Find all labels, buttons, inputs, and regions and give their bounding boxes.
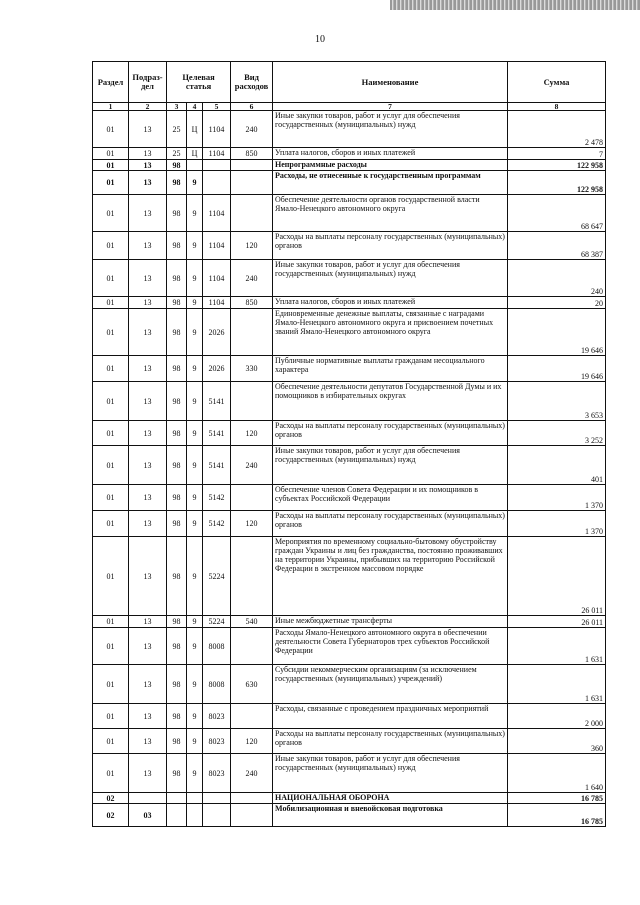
razdel-cell: 01 bbox=[93, 729, 129, 754]
program-code-cell: 25 bbox=[167, 111, 187, 148]
sum-cell: 16 785 bbox=[508, 793, 606, 804]
sum-cell: 122 958 bbox=[508, 171, 606, 195]
expense-type-cell: 850 bbox=[231, 148, 273, 160]
expense-type-cell: 120 bbox=[231, 421, 273, 446]
item-name-cell: Иные закупки товаров, работ и услуг для обеспечения государственных (муниципальных) нужд bbox=[273, 446, 508, 485]
item-name-cell: Уплата налогов, сборов и иных платежей bbox=[273, 148, 508, 160]
program-code-cell: 98 bbox=[167, 616, 187, 628]
direction-code-cell: 1104 bbox=[203, 232, 231, 260]
direction-code-cell: 1104 bbox=[203, 148, 231, 160]
item-name-cell: Уплата налогов, сборов и иных платежей bbox=[273, 297, 508, 309]
column-number: 6 bbox=[231, 103, 273, 111]
column-number: 3 bbox=[167, 103, 187, 111]
expense-type-cell bbox=[231, 537, 273, 616]
direction-code-cell: 2026 bbox=[203, 309, 231, 356]
table-row bbox=[93, 537, 606, 616]
expense-type-cell: 120 bbox=[231, 729, 273, 754]
header-row bbox=[93, 62, 606, 103]
expense-type-cell: 630 bbox=[231, 665, 273, 704]
subprogram-code-cell: 9 bbox=[187, 260, 203, 297]
razdel-cell: 01 bbox=[93, 485, 129, 511]
program-code-cell: 98 bbox=[167, 171, 187, 195]
budget-table bbox=[92, 61, 606, 827]
header-sum: Сумма bbox=[508, 62, 606, 103]
sum-cell: 7 bbox=[508, 148, 606, 160]
header-target-article: Целевая статья bbox=[167, 62, 231, 103]
razdel-cell: 01 bbox=[93, 665, 129, 704]
item-name-cell: Иные межбюджетные трансферты bbox=[273, 616, 508, 628]
subprogram-code-cell: 9 bbox=[187, 704, 203, 729]
direction-code-cell: 5224 bbox=[203, 537, 231, 616]
program-code-cell: 98 bbox=[167, 485, 187, 511]
program-code-cell: 98 bbox=[167, 537, 187, 616]
sum-cell: 16 785 bbox=[508, 804, 606, 827]
item-name-cell: Публичные нормативные выплаты гражданам несоциального характера bbox=[273, 356, 508, 382]
podrazdel-cell: 13 bbox=[129, 232, 167, 260]
sum-cell: 240 bbox=[508, 260, 606, 297]
subprogram-code-cell: Ц bbox=[187, 148, 203, 160]
program-code-cell: 98 bbox=[167, 511, 187, 537]
item-name-cell: Обеспечение деятельности органов государственной власти Ямало-Ненецкого автономного округа bbox=[273, 195, 508, 232]
subprogram-code-cell: 9 bbox=[187, 446, 203, 485]
expense-type-cell bbox=[231, 382, 273, 421]
program-code-cell: 98 bbox=[167, 446, 187, 485]
sum-cell: 1 631 bbox=[508, 665, 606, 704]
expense-type-cell bbox=[231, 704, 273, 729]
table-row bbox=[93, 446, 606, 485]
razdel-cell: 01 bbox=[93, 754, 129, 793]
program-code-cell bbox=[167, 793, 187, 804]
podrazdel-cell: 13 bbox=[129, 446, 167, 485]
subprogram-code-cell: 9 bbox=[187, 382, 203, 421]
direction-code-cell bbox=[203, 160, 231, 171]
razdel-cell: 01 bbox=[93, 309, 129, 356]
table-row bbox=[93, 421, 606, 446]
column-number-row bbox=[93, 103, 606, 111]
item-name-cell: Расходы Ямало-Ненецкого автономного округа в обеспечении деятельности Совета Губернаторов трех субъектов Российской Федерации bbox=[273, 628, 508, 665]
item-name-cell: Единовременные денежные выплаты, связанные с наградами Ямало-Ненецкого автономного округа и присвоением почетных званий Ямало-Ненецкого автономного округа bbox=[273, 309, 508, 356]
sum-cell: 1 370 bbox=[508, 511, 606, 537]
header-expense-type: Вид расходов bbox=[231, 62, 273, 103]
sum-cell: 122 958 bbox=[508, 160, 606, 171]
razdel-cell: 01 bbox=[93, 195, 129, 232]
item-name-cell: Мобилизационная и вневойсковая подготовка bbox=[273, 804, 508, 827]
program-code-cell: 98 bbox=[167, 160, 187, 171]
program-code-cell bbox=[167, 804, 187, 827]
razdel-cell: 01 bbox=[93, 382, 129, 421]
expense-type-cell bbox=[231, 160, 273, 171]
subprogram-code-cell: 9 bbox=[187, 309, 203, 356]
sum-cell: 2 000 bbox=[508, 704, 606, 729]
podrazdel-cell: 13 bbox=[129, 704, 167, 729]
expense-type-cell bbox=[231, 793, 273, 804]
podrazdel-cell: 13 bbox=[129, 421, 167, 446]
table-row bbox=[93, 511, 606, 537]
podrazdel-cell: 13 bbox=[129, 729, 167, 754]
direction-code-cell bbox=[203, 171, 231, 195]
podrazdel-cell bbox=[129, 793, 167, 804]
subprogram-code-cell bbox=[187, 793, 203, 804]
expense-type-cell: 120 bbox=[231, 232, 273, 260]
razdel-cell: 02 bbox=[93, 793, 129, 804]
direction-code-cell bbox=[203, 793, 231, 804]
expense-type-cell: 540 bbox=[231, 616, 273, 628]
table-row bbox=[93, 309, 606, 356]
scan-edge-mark bbox=[390, 0, 640, 10]
item-name-cell: Непрограммные расходы bbox=[273, 160, 508, 171]
table-row bbox=[93, 485, 606, 511]
sum-cell: 19 646 bbox=[508, 309, 606, 356]
direction-code-cell: 8008 bbox=[203, 665, 231, 704]
razdel-cell: 01 bbox=[93, 537, 129, 616]
direction-code-cell: 8023 bbox=[203, 729, 231, 754]
program-code-cell: 98 bbox=[167, 195, 187, 232]
column-number: 2 bbox=[129, 103, 167, 111]
expense-type-cell bbox=[231, 628, 273, 665]
sum-cell: 19 646 bbox=[508, 356, 606, 382]
podrazdel-cell: 13 bbox=[129, 195, 167, 232]
table-row bbox=[93, 729, 606, 754]
sum-cell: 26 011 bbox=[508, 537, 606, 616]
program-code-cell: 98 bbox=[167, 382, 187, 421]
subprogram-code-cell: 9 bbox=[187, 421, 203, 446]
item-name-cell: Иные закупки товаров, работ и услуг для обеспечения государственных (муниципальных) нужд bbox=[273, 111, 508, 148]
direction-code-cell: 8023 bbox=[203, 704, 231, 729]
expense-type-cell bbox=[231, 804, 273, 827]
item-name-cell: Обеспечение деятельности депутатов Государственной Думы и их помощников в избирательных округах bbox=[273, 382, 508, 421]
subprogram-code-cell bbox=[187, 160, 203, 171]
program-code-cell: 98 bbox=[167, 729, 187, 754]
podrazdel-cell: 13 bbox=[129, 511, 167, 537]
razdel-cell: 01 bbox=[93, 171, 129, 195]
table-row bbox=[93, 382, 606, 421]
column-number: 1 bbox=[93, 103, 129, 111]
razdel-cell: 01 bbox=[93, 356, 129, 382]
program-code-cell: 98 bbox=[167, 421, 187, 446]
subprogram-code-cell: 9 bbox=[187, 665, 203, 704]
direction-code-cell: 1104 bbox=[203, 111, 231, 148]
item-name-cell: Расходы на выплаты персоналу государственных (муниципальных) органов bbox=[273, 232, 508, 260]
sum-cell: 360 bbox=[508, 729, 606, 754]
header-razdel: Раздел bbox=[93, 62, 129, 103]
page-number: 10 bbox=[315, 34, 325, 45]
subprogram-code-cell: 9 bbox=[187, 356, 203, 382]
table-row bbox=[93, 616, 606, 628]
expense-type-cell: 240 bbox=[231, 754, 273, 793]
sum-cell: 20 bbox=[508, 297, 606, 309]
razdel-cell: 02 bbox=[93, 804, 129, 827]
subprogram-code-cell: 9 bbox=[187, 628, 203, 665]
subprogram-code-cell: 9 bbox=[187, 195, 203, 232]
direction-code-cell: 5224 bbox=[203, 616, 231, 628]
table-row bbox=[93, 171, 606, 195]
item-name-cell: Иные закупки товаров, работ и услуг для обеспечения государственных (муниципальных) нужд bbox=[273, 754, 508, 793]
direction-code-cell: 5141 bbox=[203, 421, 231, 446]
column-number: 8 bbox=[508, 103, 606, 111]
podrazdel-cell: 13 bbox=[129, 485, 167, 511]
sum-cell: 26 011 bbox=[508, 616, 606, 628]
direction-code-cell: 5142 bbox=[203, 485, 231, 511]
razdel-cell: 01 bbox=[93, 297, 129, 309]
sum-cell: 68 647 bbox=[508, 195, 606, 232]
table-row bbox=[93, 704, 606, 729]
item-name-cell: Расходы на выплаты персоналу государственных (муниципальных) органов bbox=[273, 729, 508, 754]
header-name: Наименование bbox=[273, 62, 508, 103]
expense-type-cell: 330 bbox=[231, 356, 273, 382]
razdel-cell: 01 bbox=[93, 148, 129, 160]
razdel-cell: 01 bbox=[93, 446, 129, 485]
program-code-cell: 25 bbox=[167, 148, 187, 160]
table-row bbox=[93, 665, 606, 704]
item-name-cell: Иные закупки товаров, работ и услуг для обеспечения государственных (муниципальных) нужд bbox=[273, 260, 508, 297]
podrazdel-cell: 13 bbox=[129, 628, 167, 665]
sum-cell: 68 387 bbox=[508, 232, 606, 260]
direction-code-cell: 8008 bbox=[203, 628, 231, 665]
podrazdel-cell: 13 bbox=[129, 665, 167, 704]
program-code-cell: 98 bbox=[167, 232, 187, 260]
expense-type-cell: 240 bbox=[231, 446, 273, 485]
table-row bbox=[93, 804, 606, 827]
program-code-cell: 98 bbox=[167, 754, 187, 793]
subprogram-code-cell bbox=[187, 804, 203, 827]
sum-cell: 2 478 bbox=[508, 111, 606, 148]
direction-code-cell: 5141 bbox=[203, 382, 231, 421]
podrazdel-cell: 03 bbox=[129, 804, 167, 827]
subprogram-code-cell: 9 bbox=[187, 511, 203, 537]
table-row bbox=[93, 232, 606, 260]
program-code-cell: 98 bbox=[167, 309, 187, 356]
table-row bbox=[93, 628, 606, 665]
item-name-cell: Расходы на выплаты персоналу государственных (муниципальных) органов bbox=[273, 421, 508, 446]
program-code-cell: 98 bbox=[167, 356, 187, 382]
item-name-cell: Мероприятия по временному социально-бытовому обустройству граждан Украины и лиц без гражданства, постоянно проживавших на территории Украины, прибывших на территорию Российской Федерации в экстренном массовом порядке bbox=[273, 537, 508, 616]
direction-code-cell: 1104 bbox=[203, 195, 231, 232]
direction-code-cell: 1104 bbox=[203, 297, 231, 309]
podrazdel-cell: 13 bbox=[129, 382, 167, 421]
sum-cell: 401 bbox=[508, 446, 606, 485]
expense-type-cell bbox=[231, 485, 273, 511]
table-row bbox=[93, 297, 606, 309]
program-code-cell: 98 bbox=[167, 260, 187, 297]
subprogram-code-cell: 9 bbox=[187, 537, 203, 616]
razdel-cell: 01 bbox=[93, 232, 129, 260]
expense-type-cell bbox=[231, 171, 273, 195]
item-name-cell: Расходы, связанные с проведением праздничных мероприятий bbox=[273, 704, 508, 729]
sum-cell: 1 370 bbox=[508, 485, 606, 511]
expense-type-cell: 240 bbox=[231, 260, 273, 297]
sum-cell: 1 640 bbox=[508, 754, 606, 793]
table-row bbox=[93, 148, 606, 160]
sum-cell: 1 631 bbox=[508, 628, 606, 665]
table-row bbox=[93, 793, 606, 804]
table-row bbox=[93, 754, 606, 793]
subprogram-code-cell: 9 bbox=[187, 297, 203, 309]
program-code-cell: 98 bbox=[167, 628, 187, 665]
program-code-cell: 98 bbox=[167, 704, 187, 729]
podrazdel-cell: 13 bbox=[129, 754, 167, 793]
razdel-cell: 01 bbox=[93, 111, 129, 148]
direction-code-cell: 1104 bbox=[203, 260, 231, 297]
item-name-cell: Расходы на выплаты персоналу государственных (муниципальных) органов bbox=[273, 511, 508, 537]
expense-type-cell: 850 bbox=[231, 297, 273, 309]
podrazdel-cell: 13 bbox=[129, 356, 167, 382]
podrazdel-cell: 13 bbox=[129, 537, 167, 616]
subprogram-code-cell: 9 bbox=[187, 754, 203, 793]
header-podrazdel: Подраз-дел bbox=[129, 62, 167, 103]
item-name-cell: Расходы, не отнесенные к государственным программам bbox=[273, 171, 508, 195]
item-name-cell: Субсидии некоммерческим организациям (за исключением государственных (муниципальных) учреждений) bbox=[273, 665, 508, 704]
direction-code-cell: 5141 bbox=[203, 446, 231, 485]
column-number: 5 bbox=[203, 103, 231, 111]
subprogram-code-cell: 9 bbox=[187, 171, 203, 195]
expense-type-cell bbox=[231, 195, 273, 232]
expense-type-cell bbox=[231, 309, 273, 356]
expense-type-cell: 120 bbox=[231, 511, 273, 537]
direction-code-cell: 8023 bbox=[203, 754, 231, 793]
direction-code-cell: 5142 bbox=[203, 511, 231, 537]
razdel-cell: 01 bbox=[93, 628, 129, 665]
podrazdel-cell: 13 bbox=[129, 616, 167, 628]
table-row bbox=[93, 260, 606, 297]
table-row bbox=[93, 111, 606, 148]
subprogram-code-cell: Ц bbox=[187, 111, 203, 148]
razdel-cell: 01 bbox=[93, 421, 129, 446]
razdel-cell: 01 bbox=[93, 616, 129, 628]
podrazdel-cell: 13 bbox=[129, 309, 167, 356]
table-row bbox=[93, 195, 606, 232]
direction-code-cell bbox=[203, 804, 231, 827]
expense-type-cell: 240 bbox=[231, 111, 273, 148]
table-row bbox=[93, 160, 606, 171]
podrazdel-cell: 13 bbox=[129, 148, 167, 160]
program-code-cell: 98 bbox=[167, 297, 187, 309]
item-name-cell: НАЦИОНАЛЬНАЯ ОБОРОНА bbox=[273, 793, 508, 804]
item-name-cell: Обеспечение членов Совета Федерации и их помощников в субъектах Российской Федерации bbox=[273, 485, 508, 511]
subprogram-code-cell: 9 bbox=[187, 729, 203, 754]
subprogram-code-cell: 9 bbox=[187, 232, 203, 260]
podrazdel-cell: 13 bbox=[129, 171, 167, 195]
subprogram-code-cell: 9 bbox=[187, 616, 203, 628]
sum-cell: 3 653 bbox=[508, 382, 606, 421]
podrazdel-cell: 13 bbox=[129, 160, 167, 171]
podrazdel-cell: 13 bbox=[129, 111, 167, 148]
podrazdel-cell: 13 bbox=[129, 297, 167, 309]
direction-code-cell: 2026 bbox=[203, 356, 231, 382]
razdel-cell: 01 bbox=[93, 160, 129, 171]
razdel-cell: 01 bbox=[93, 511, 129, 537]
column-number: 7 bbox=[273, 103, 508, 111]
table-row bbox=[93, 356, 606, 382]
subprogram-code-cell: 9 bbox=[187, 485, 203, 511]
razdel-cell: 01 bbox=[93, 260, 129, 297]
column-number: 4 bbox=[187, 103, 203, 111]
sum-cell: 3 252 bbox=[508, 421, 606, 446]
razdel-cell: 01 bbox=[93, 704, 129, 729]
program-code-cell: 98 bbox=[167, 665, 187, 704]
podrazdel-cell: 13 bbox=[129, 260, 167, 297]
